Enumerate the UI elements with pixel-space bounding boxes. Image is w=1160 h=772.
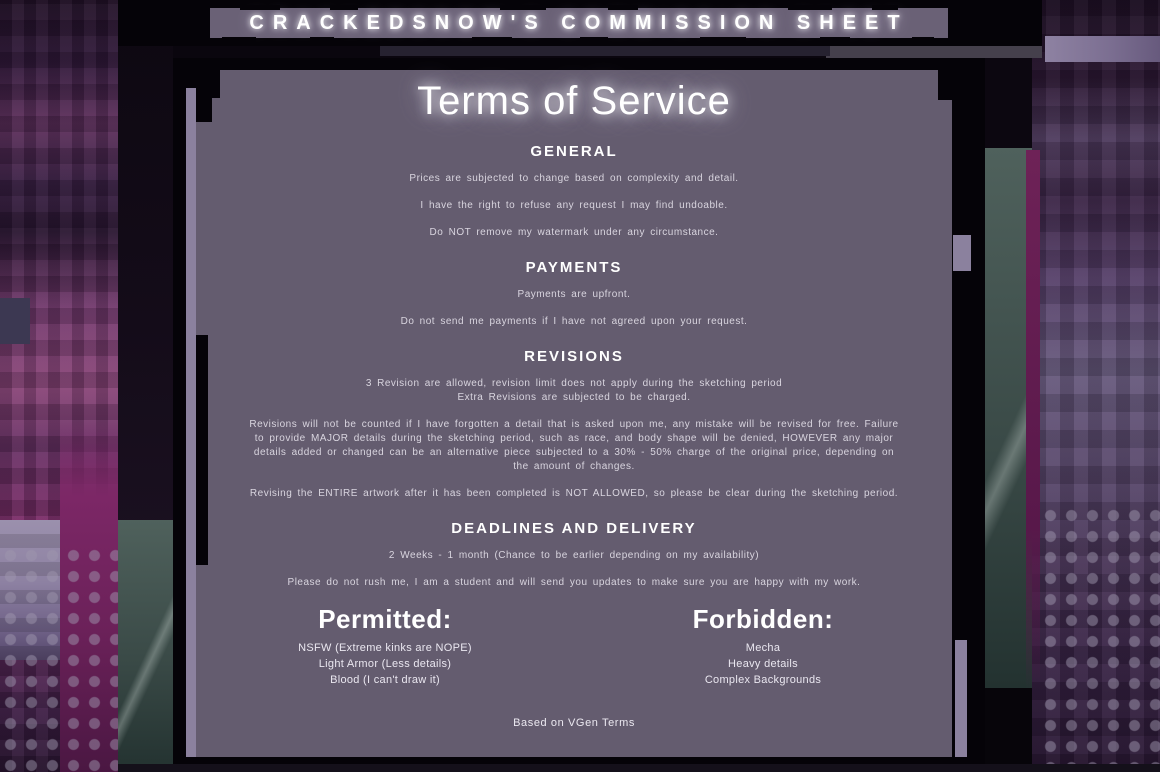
bottom-edge-strip	[118, 764, 1160, 772]
teal-panel-right	[985, 148, 1032, 688]
permitted-item: NSFW (Extreme kinks are NOPE)	[298, 642, 472, 654]
permitted-forbidden-columns	[196, 604, 952, 688]
forbidden-item: Complex Backgrounds	[704, 674, 822, 686]
frame-lavender-strip-right	[955, 640, 967, 757]
frame-lavender-strip-left	[186, 88, 196, 757]
tos-section	[196, 349, 952, 501]
halftone-dots-right	[1040, 505, 1160, 772]
frame-lavender-notch-right	[953, 235, 971, 271]
tos-section	[196, 260, 952, 329]
section-heading: PAYMENTS	[525, 259, 623, 276]
tos-section	[196, 521, 952, 590]
tos-sections	[196, 144, 952, 590]
forbidden-column	[574, 604, 952, 688]
tos-section	[196, 144, 952, 240]
tos-panel	[196, 70, 952, 757]
banner-glitch-tick	[580, 37, 608, 42]
section-paragraph: 3 Revision are allowed, revision limit does not apply during the sketching period Extra Revisions are subjected to be charged.	[365, 378, 783, 403]
section-paragraph: Revising the ENTIRE artwork after it has been completed is NOT ALLOWED, so please be clear during the sketching period.	[249, 488, 899, 499]
section-paragraph: Do NOT remove my watermark under any circumstance.	[429, 227, 719, 238]
banner-glitch-tick	[820, 37, 850, 42]
page-title: Terms of Service	[417, 79, 731, 123]
forbidden-heading: Forbidden:	[692, 604, 834, 634]
banner-glitch-tick	[310, 37, 334, 42]
banner-glitch-tick	[608, 5, 638, 10]
banner-glitch-tick	[330, 5, 358, 10]
banner-glitch-tick	[872, 5, 898, 10]
banner-glitch-tick	[500, 5, 546, 10]
banner-glitch-step	[380, 46, 830, 56]
banner-glitch-tick	[788, 5, 832, 10]
banner-glitch-tick	[912, 37, 934, 42]
banner-title: CRACKEDSNOW'S COMMISSION SHEET	[249, 11, 909, 34]
commission-sheet-banner	[210, 8, 948, 38]
permitted-heading: Permitted:	[318, 604, 452, 634]
banner-glitch-tick	[472, 37, 512, 42]
section-paragraph: Prices are subjected to change based on complexity and detail.	[409, 173, 739, 184]
section-paragraph: I have the right to refuse any request I may find undoable.	[420, 200, 728, 211]
forbidden-item: Heavy details	[728, 658, 798, 670]
halftone-dots-left	[0, 545, 118, 772]
section-paragraph: Do not send me payments if I have not agreed upon your request.	[400, 316, 748, 327]
glitch-lavender-band-right	[1045, 36, 1160, 62]
banner-glitch-tick	[700, 37, 746, 42]
banner-glitch-tick	[240, 5, 280, 10]
section-paragraph: Please do not rush me, I am a student and will send you updates to make sure you are happy with my work.	[287, 577, 861, 588]
permitted-list	[196, 640, 574, 688]
glitch-magenta-column-right	[1026, 150, 1040, 690]
section-heading: DEADLINES AND DELIVERY	[451, 520, 697, 537]
permitted-item: Light Armor (Less details)	[318, 658, 452, 670]
glitch-dark-left	[118, 0, 173, 540]
glitch-dark-right-bottom	[985, 688, 1032, 772]
section-paragraph: Revisions will not be counted if I have forgotten a detail that is asked upon me, any mistake will be revised for free. Failure to provide MAJOR details during the sketching period, such as race, and body shape will be denied, HOWEVER any major details added or changed can be an alternative piece subjected to a 30% - 50% charge of the original price, depending on the amount of changes.	[249, 419, 899, 472]
forbidden-list	[574, 640, 952, 688]
permitted-column	[196, 604, 574, 688]
section-heading: REVISIONS	[524, 348, 624, 365]
panel-glitch-notch	[196, 70, 212, 122]
footer-note: Based on VGen Terms	[513, 717, 635, 729]
section-heading: GENERAL	[530, 143, 618, 160]
panel-glitch-notch	[196, 335, 208, 565]
banner-glitch-tick	[222, 37, 256, 42]
banner-glitch-step	[826, 44, 1042, 58]
panel-glitch-notch	[938, 70, 952, 100]
section-paragraph: Payments are upfront.	[517, 289, 631, 300]
forbidden-item: Mecha	[745, 642, 781, 654]
teal-panel-left	[118, 520, 173, 772]
section-paragraph: 2 Weeks - 1 month (Chance to be earlier depending on my availability)	[388, 550, 760, 561]
permitted-item: Blood (I can't draw it)	[330, 674, 440, 686]
panel-glitch-notch	[212, 70, 220, 98]
glitch-blue-block	[0, 298, 30, 344]
